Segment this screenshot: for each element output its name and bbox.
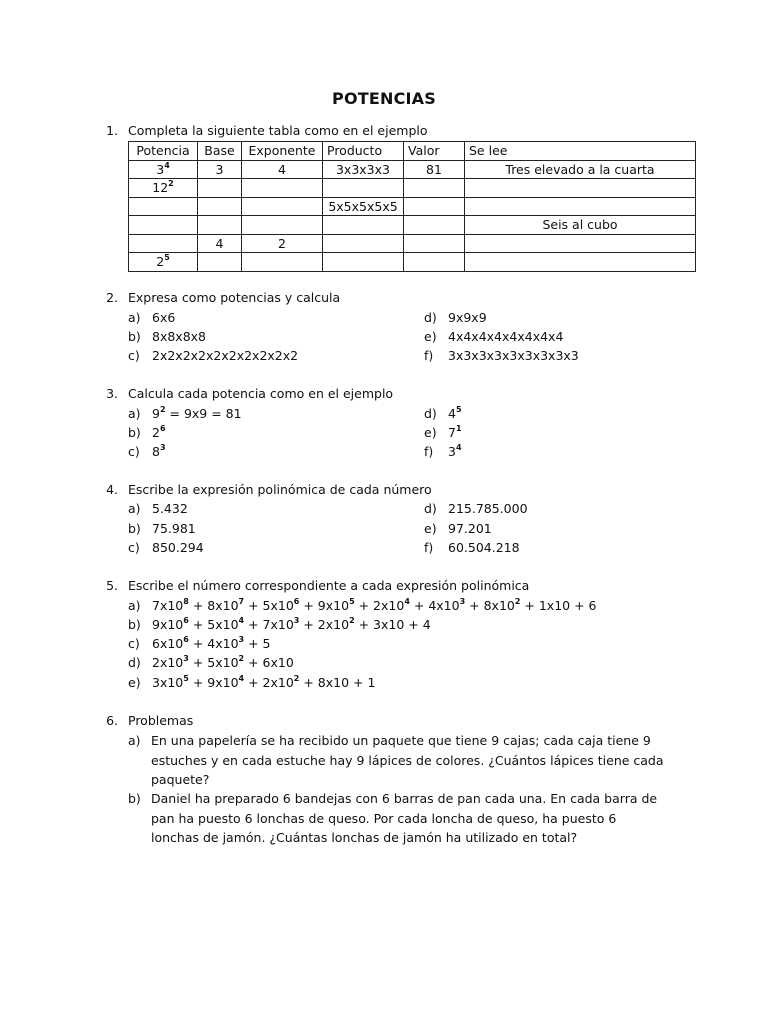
header-potencia: Potencia bbox=[129, 142, 198, 161]
list-item: b) $2^6$ bbox=[128, 424, 166, 440]
list-item: f) 60.504.218 bbox=[424, 540, 520, 555]
problem-a: a) En una papelería se ha recibido un paquete que tiene 9 cajas; cada caja tiene 9 estuches y en cada estuche hay 9 lápices de colores. ¿Cuántos lápices tiene cada paquete? bbox=[128, 731, 668, 790]
list-item: a) $9^2 = 9x9 = 81$ bbox=[128, 405, 242, 421]
cell-valor[interactable] bbox=[404, 197, 465, 216]
list-item: f) 3x3x3x3x3x3x3x3x3 bbox=[424, 348, 579, 363]
list-item: d) 215.785.000 bbox=[424, 501, 528, 516]
cell-valor[interactable] bbox=[404, 216, 465, 235]
header-valor: Valor bbox=[404, 142, 465, 161]
list-item: e) 4x4x4x4x4x4x4x4 bbox=[424, 329, 564, 344]
powers-table bbox=[128, 141, 696, 272]
cell-base[interactable] bbox=[198, 216, 242, 235]
cell-exponente[interactable] bbox=[242, 253, 323, 272]
section-4-title: Escribe la expresión polinómica de cada número bbox=[128, 482, 432, 497]
cell-se-lee[interactable] bbox=[465, 234, 696, 253]
cell-producto[interactable] bbox=[323, 216, 404, 235]
cell-exponente[interactable] bbox=[242, 216, 323, 235]
section-4-number: 4. bbox=[106, 482, 118, 497]
page-title: POTENCIAS bbox=[332, 89, 436, 108]
section-2-number: 2. bbox=[106, 290, 118, 305]
problem-a-text: En una papelería se ha recibido un paquete que tiene 9 cajas; cada caja tiene 9 estuches y en cada estuche hay 9 lápices de colores. ¿Cuántos lápices tiene cada paquete? bbox=[151, 733, 664, 787]
list-item: b) 8x8x8x8 bbox=[128, 329, 207, 344]
cell-se-lee[interactable] bbox=[465, 179, 696, 198]
cell-exponente[interactable] bbox=[242, 179, 323, 198]
section-1-title: Completa la siguiente tabla como en el ejemplo bbox=[128, 123, 428, 138]
problem-b-text: Daniel ha preparado 6 bandejas con 6 barras de pan cada una. En cada barra de pan ha puesto 6 lonchas de queso. Por cada loncha de queso, ha puesto 6 lonchas de jamón. ¿Cuántas lonchas de jamón ha utilizado en total? bbox=[151, 791, 658, 845]
cell-se-lee[interactable] bbox=[465, 197, 696, 216]
cell-potencia[interactable]: $2^5$ bbox=[129, 253, 198, 272]
header-se-lee: Se lee bbox=[465, 142, 696, 161]
list-item: b) 75.981 bbox=[128, 521, 196, 536]
list-item: a) 5.432 bbox=[128, 501, 188, 516]
cell-valor[interactable]: 81 bbox=[404, 160, 465, 179]
cell-potencia[interactable] bbox=[129, 234, 198, 253]
cell-producto[interactable] bbox=[323, 179, 404, 198]
polynomial-item: a) $7x10^8 + 8x10^7 + 5x10^6 + 9x10^5 + 2x10^4 + 4x10^3 + 8x10^2 + 1x10 + 6$ bbox=[128, 597, 597, 613]
cell-exponente[interactable]: 2 bbox=[242, 234, 323, 253]
cell-producto[interactable]: 5x5x5x5x5 bbox=[323, 197, 404, 216]
section-3-title: Calcula cada potencia como en el ejemplo bbox=[128, 386, 394, 401]
table-row bbox=[129, 197, 696, 216]
list-item: d) 9x9x9 bbox=[424, 310, 487, 325]
problem-b: b) Daniel ha preparado 6 bandejas con 6 barras de pan cada una. En cada barra de pan ha puesto 6 lonchas de queso. Por cada loncha de queso, ha puesto 6 lonchas de jamón. ¿Cuántas lonchas de jamón ha utilizado en total? bbox=[128, 789, 668, 848]
table-row bbox=[129, 234, 696, 253]
cell-valor[interactable] bbox=[404, 253, 465, 272]
list-item: d) $4^5$ bbox=[424, 405, 462, 421]
cell-producto[interactable] bbox=[323, 253, 404, 272]
cell-exponente[interactable] bbox=[242, 197, 323, 216]
section-5-title: Escribe el número correspondiente a cada expresión polinómica bbox=[128, 578, 530, 593]
header-base: Base bbox=[198, 142, 242, 161]
polynomial-item: d) $2x10^3 + 5x10^2 + 6x10$ bbox=[128, 654, 294, 670]
list-item: e) $7^1$ bbox=[424, 424, 462, 440]
table-row bbox=[129, 179, 696, 198]
section-5-number: 5. bbox=[106, 578, 118, 593]
table-row bbox=[129, 216, 696, 235]
cell-valor[interactable] bbox=[404, 234, 465, 253]
list-item: e) 97.201 bbox=[424, 521, 492, 536]
table-header-row bbox=[129, 142, 696, 161]
cell-exponente[interactable]: 4 bbox=[242, 160, 323, 179]
cell-producto[interactable]: 3x3x3x3 bbox=[323, 160, 404, 179]
section-3-number: 3. bbox=[106, 386, 118, 401]
section-2-title: Expresa como potencias y calcula bbox=[128, 290, 341, 305]
cell-potencia[interactable] bbox=[129, 197, 198, 216]
table-row bbox=[129, 253, 696, 272]
cell-base[interactable] bbox=[198, 197, 242, 216]
polynomial-item: b) $9x10^6 + 5x10^4 + 7x10^3 + 2x10^2 + 3x10 + 4$ bbox=[128, 616, 431, 632]
section-6-number: 6. bbox=[106, 713, 118, 728]
list-item: f) $3^4$ bbox=[424, 443, 462, 459]
header-exponente: Exponente bbox=[242, 142, 323, 161]
cell-potencia[interactable]: $12^2$ bbox=[129, 179, 198, 198]
header-producto: Producto bbox=[323, 142, 404, 161]
table-row bbox=[129, 160, 696, 179]
cell-se-lee[interactable]: Seis al cubo bbox=[465, 216, 696, 235]
list-item: a) 6x6 bbox=[128, 310, 176, 325]
list-item: c) 2x2x2x2x2x2x2x2x2x2 bbox=[128, 348, 299, 363]
cell-potencia[interactable]: $3^4$ bbox=[129, 160, 198, 179]
cell-se-lee[interactable]: Tres elevado a la cuarta bbox=[465, 160, 696, 179]
cell-producto[interactable] bbox=[323, 234, 404, 253]
polynomial-item: e) $3x10^5 + 9x10^4 + 2x10^2 + 8x10 + 1$ bbox=[128, 674, 376, 690]
polynomial-item: c) $6x10^6 + 4x10^3 + 5$ bbox=[128, 635, 271, 651]
cell-base[interactable]: 3 bbox=[198, 160, 242, 179]
cell-potencia[interactable] bbox=[129, 216, 198, 235]
section-6-title: Problemas bbox=[128, 713, 194, 728]
list-item: c) 850.294 bbox=[128, 540, 204, 555]
section-1-number: 1. bbox=[106, 123, 118, 138]
cell-valor[interactable] bbox=[404, 179, 465, 198]
cell-base[interactable] bbox=[198, 253, 242, 272]
cell-base[interactable]: 4 bbox=[198, 234, 242, 253]
cell-base[interactable] bbox=[198, 179, 242, 198]
cell-se-lee[interactable] bbox=[465, 253, 696, 272]
list-item: c) $8^3$ bbox=[128, 443, 166, 459]
